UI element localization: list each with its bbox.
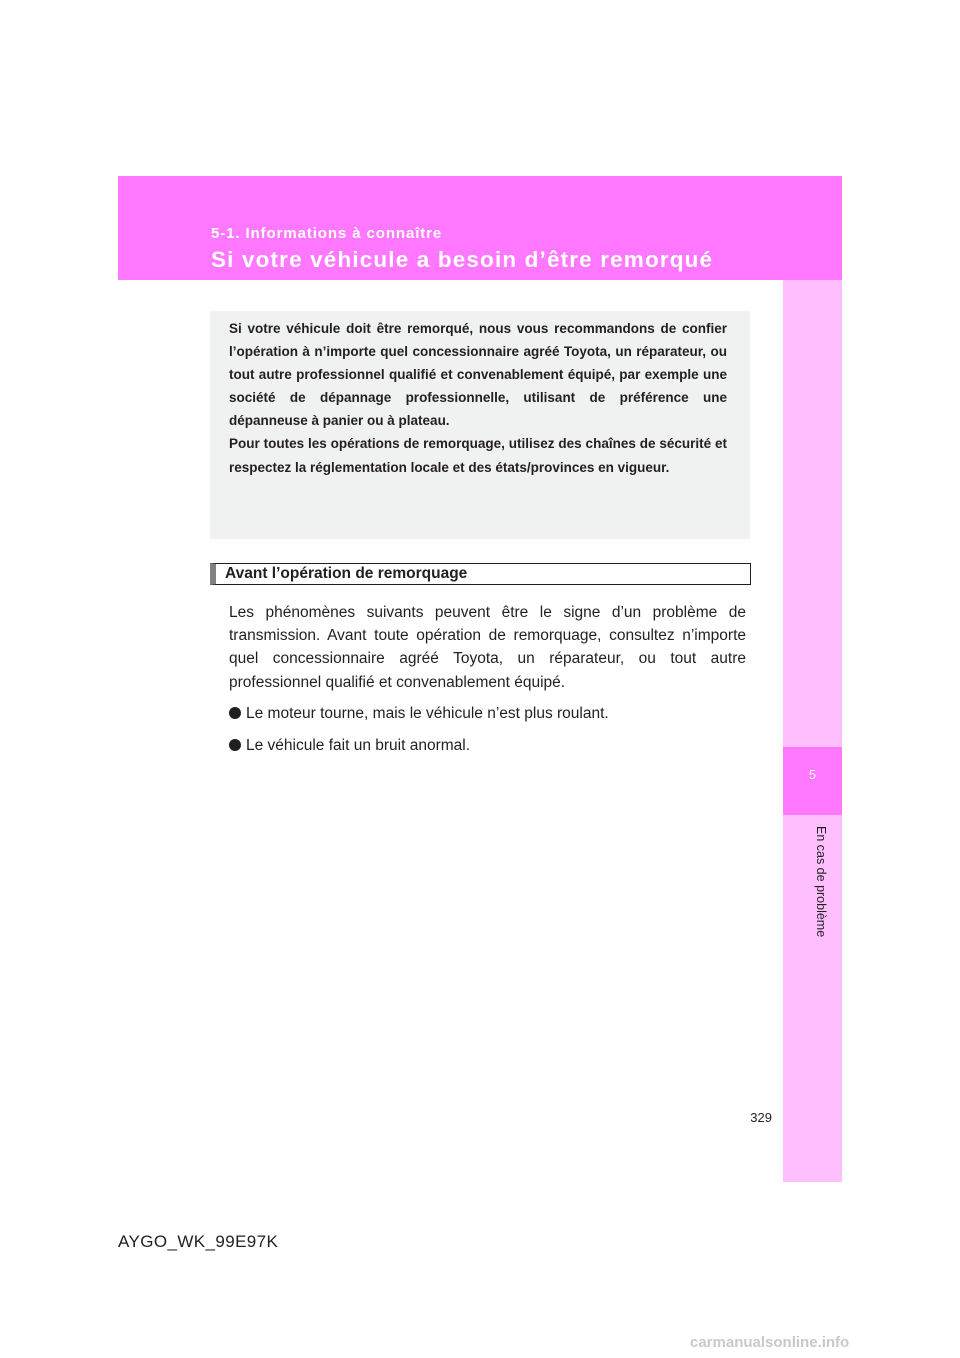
chapter-side-tab <box>783 280 842 1182</box>
bullet-item <box>229 702 609 725</box>
chapter-label: En cas de problème <box>814 826 828 938</box>
bullet-item <box>229 734 470 757</box>
chapter-number: 5 <box>808 767 817 782</box>
page-title: Si votre véhicule a besoin d’être remorqué <box>211 247 714 272</box>
subsection-heading <box>210 563 751 585</box>
intro-paragraph: Pour toutes les opérations de remorquage, utilisez des chaînes de sécurité et respectez la réglementation locale et des états/provinces en vigueur. <box>229 436 727 475</box>
intro-text <box>229 317 727 479</box>
intro-paragraph: Si votre véhicule doit être remorqué, nous vous recommandons de confier l’opération à n’importe quel concessionnaire agréé Toyota, un réparateur, ou tout autre professionnel qualifié et convenablement équipé, par exemple une société de dépannage professionnelle, utilisant de préférence une dépanneuse à panier ou à plateau. <box>229 321 727 429</box>
section-label: 5-1. Informations à connaître <box>211 225 443 242</box>
bullet-dot-icon <box>229 707 241 719</box>
body-paragraph: Les phénomènes suivants peuvent être le signe d’un problème de transmission. Avant toute opération de remorquage, consultez n’importe quel concessionnaire agréé Toyota, un réparateur, ou tout autre professionnel qualifié et convenablement équipé. <box>229 604 746 691</box>
watermark: carmanualsonline.info <box>690 1334 850 1351</box>
document-code: AYGO_WK_99E97K <box>118 1232 279 1251</box>
bullet-text: Le moteur tourne, mais le véhicule n’est plus roulant. <box>246 705 609 722</box>
bullet-dot-icon <box>229 739 241 751</box>
page-number: 329 <box>750 1110 772 1125</box>
bullet-text: Le véhicule fait un bruit anormal. <box>246 737 471 754</box>
subsection-heading-text: Avant l’opération de remorquage <box>225 565 468 582</box>
